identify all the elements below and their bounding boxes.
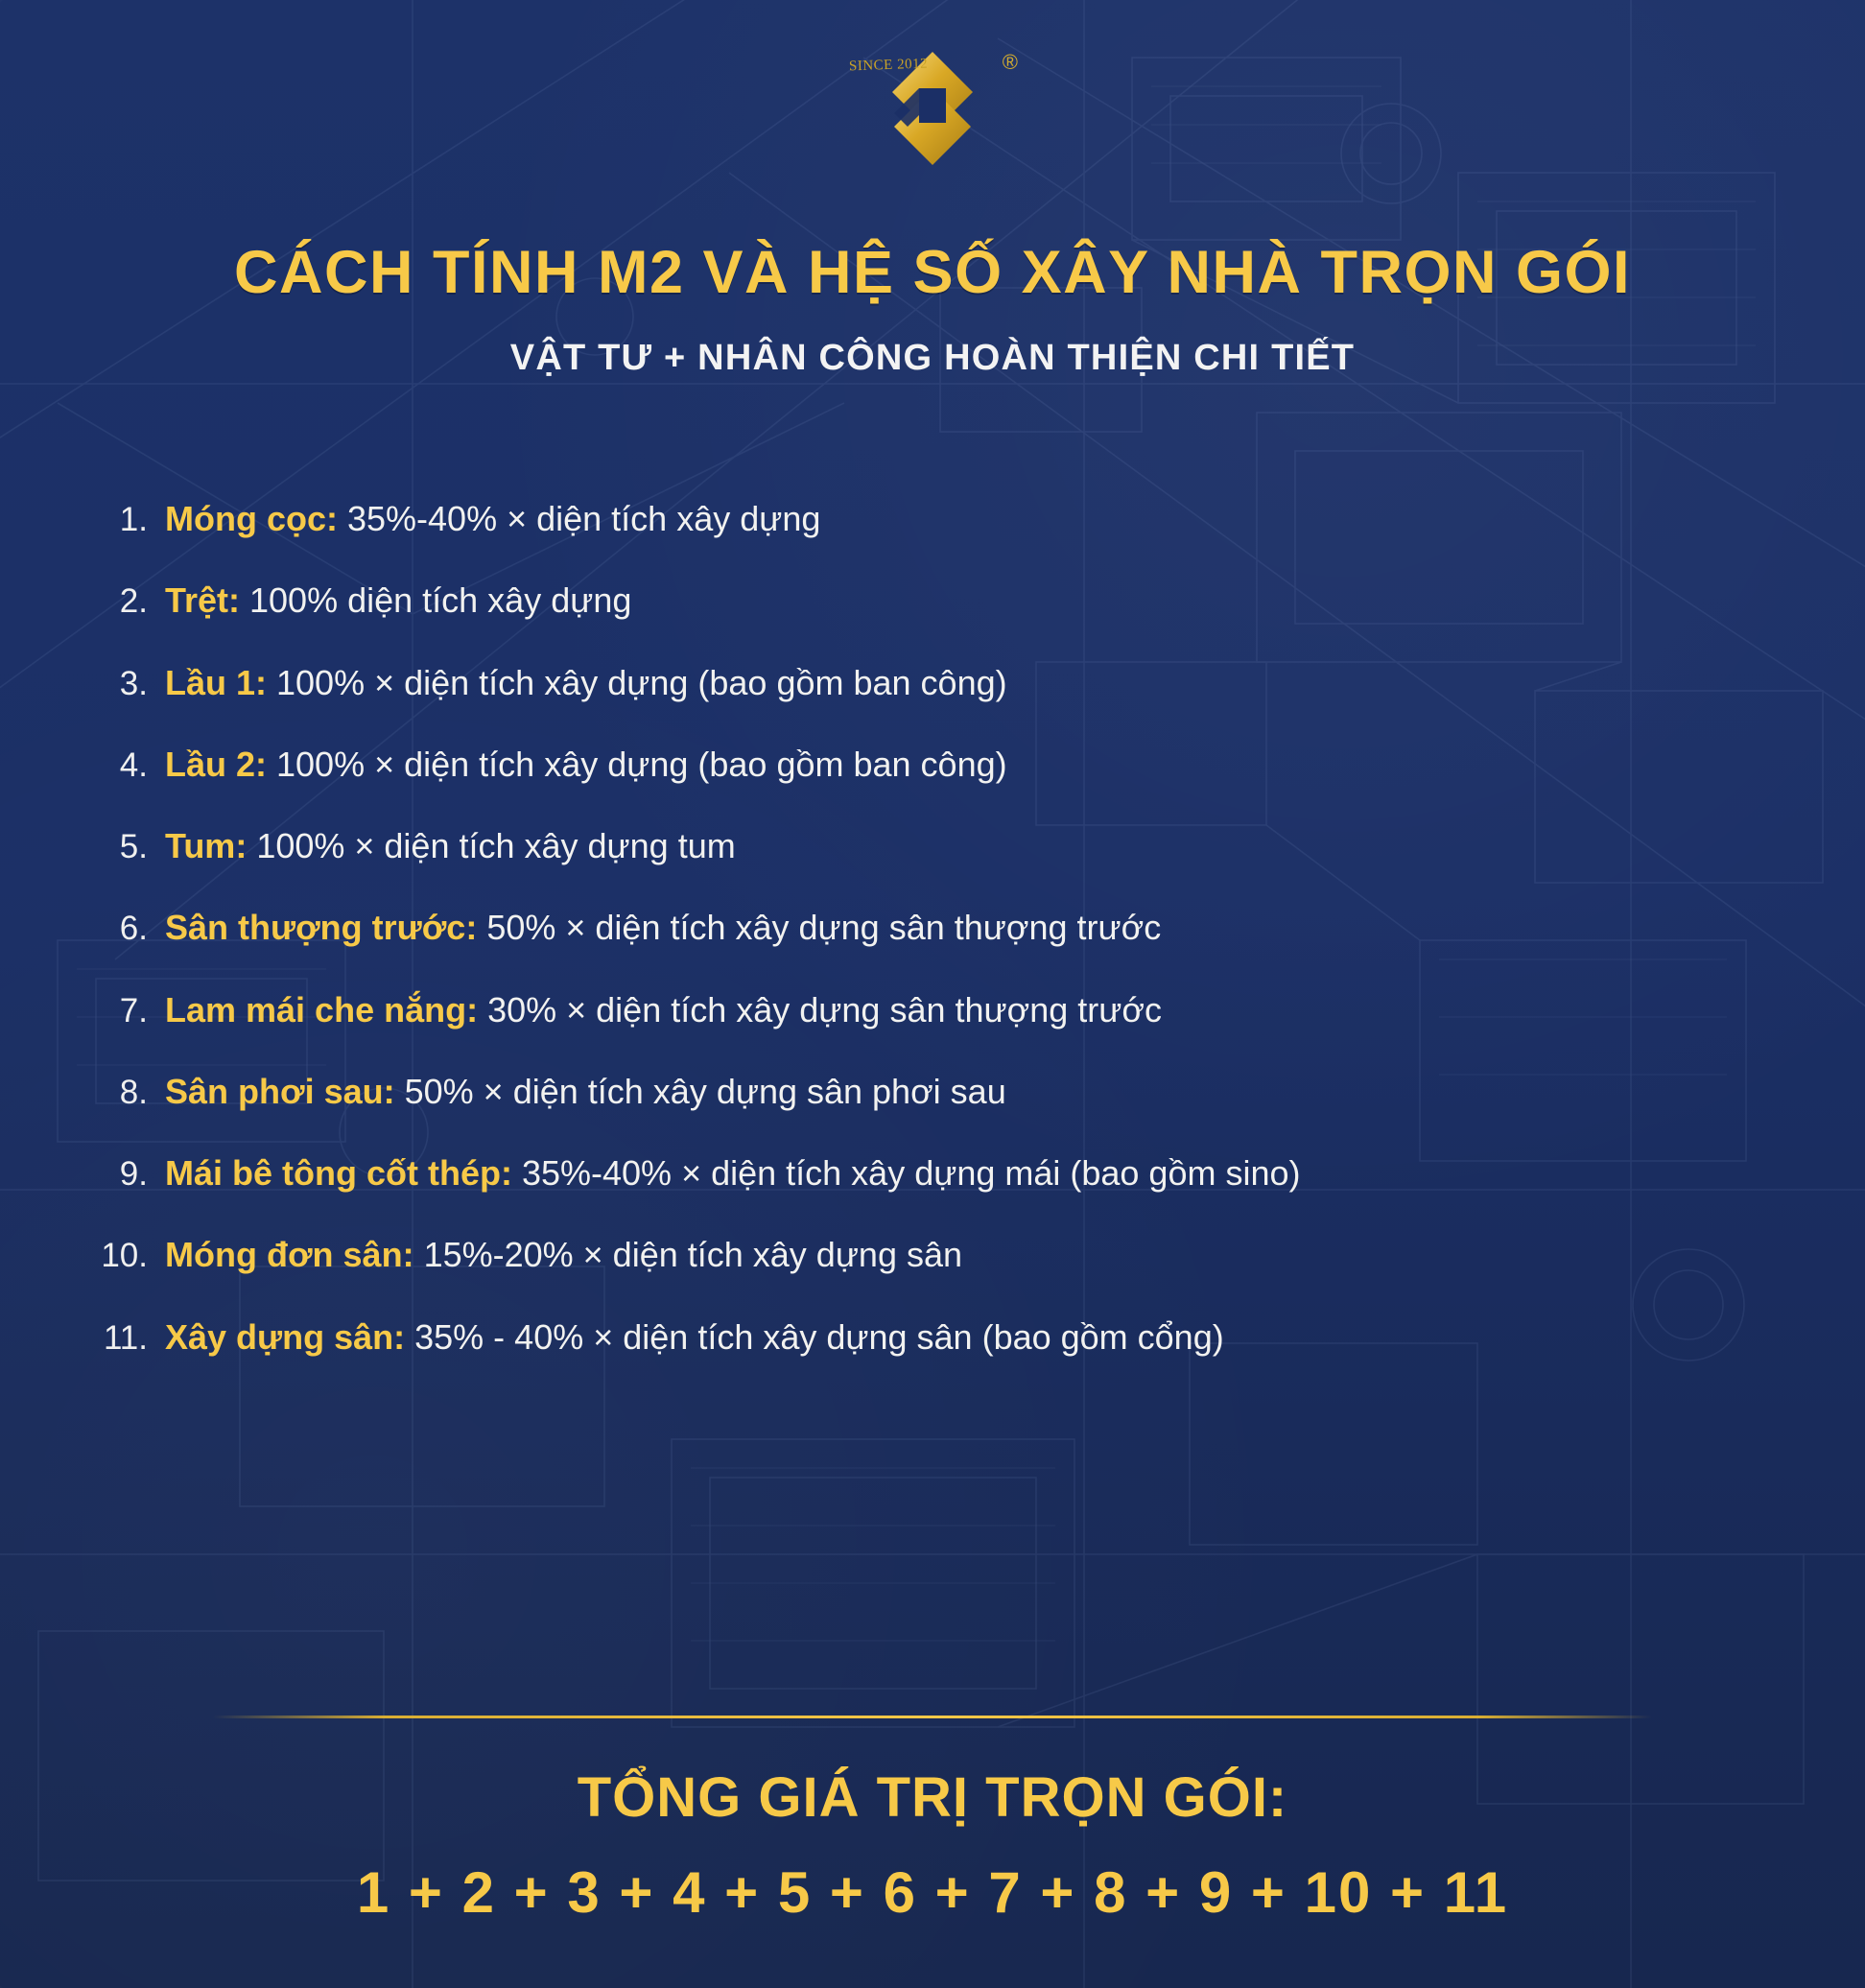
list-item-value: 15%-20% × diện tích xây dựng sân — [423, 1235, 963, 1275]
page-subtitle: VẬT TƯ + NHÂN CÔNG HOÀN THIỆN CHI TIẾT — [509, 338, 1356, 378]
registered-mark-icon: ® — [1002, 50, 1018, 74]
list-item-number: 1. — [119, 501, 148, 538]
list-item — [58, 663, 1807, 703]
list-item-number: 4. — [119, 746, 148, 784]
list-item-label: Trệt: — [165, 580, 241, 621]
list-item — [58, 826, 1807, 866]
list-item-number: 2. — [119, 582, 148, 621]
list-item-label: Sân phơi sau: — [165, 1071, 395, 1111]
diamond-logo-icon — [841, 33, 1024, 167]
list-item — [58, 1317, 1807, 1358]
list-item-value: 100% × diện tích xây dựng tum — [256, 826, 736, 865]
list-item-label: Lam mái che nắng: — [165, 989, 479, 1030]
brand-logo — [0, 33, 1865, 167]
list-item — [58, 1072, 1807, 1112]
list-item-value: 35% - 40% × diện tích xây dựng sân (bao gồm cổng) — [414, 1316, 1224, 1357]
list-item-number: 7. — [119, 991, 148, 1030]
list-item — [58, 745, 1807, 785]
list-item — [58, 580, 1807, 621]
list-item-label: Móng cọc: — [165, 499, 338, 538]
list-item-value: 50% × diện tích xây dựng sân thượng trước — [486, 908, 1162, 948]
list-item-label: Sân thượng trước: — [165, 908, 478, 948]
list-item-label: Móng đơn sân: — [165, 1235, 414, 1275]
list-item-number: 8. — [119, 1073, 148, 1111]
list-item-value: 100% diện tích xây dựng — [249, 580, 632, 621]
list-item — [58, 499, 1807, 539]
total-value-label: TỔNG GIÁ TRỊ TRỌN GÓI: — [577, 1766, 1288, 1829]
list-item-value: 100% × diện tích xây dựng (bao gồm ban công) — [276, 744, 1007, 784]
list-item-number: 3. — [119, 664, 148, 702]
logo-since-text: SINCE 2012 — [848, 56, 929, 75]
list-item-label: Xây dựng sân: — [165, 1316, 406, 1357]
total-value-formula: 1 + 2 + 3 + 4 + 5 + 6 + 7 + 8 + 9 + 10 + 11 — [356, 1860, 1509, 1925]
list-item — [58, 1153, 1807, 1194]
list-item-value: 30% × diện tích xây dựng sân thượng trước — [487, 989, 1162, 1030]
list-item — [58, 990, 1807, 1030]
list-item-number: 5. — [119, 828, 148, 865]
page-title: CÁCH TÍNH M2 VÀ HỆ SỐ XÂY NHÀ TRỌN GÓI — [234, 239, 1631, 306]
coefficient-list — [58, 499, 1807, 1399]
list-item-number: 10. — [101, 1237, 148, 1275]
list-item-number: 9. — [119, 1155, 148, 1193]
section-divider — [213, 1716, 1652, 1718]
list-item-label: Mái bê tông cốt thép: — [165, 1153, 512, 1193]
list-item-number: 11. — [103, 1318, 148, 1357]
list-item — [58, 1235, 1807, 1275]
list-item-value: 35%-40% × diện tích xây dựng — [346, 499, 821, 538]
list-item — [58, 908, 1807, 948]
list-item-label: Lầu 1: — [165, 662, 268, 702]
list-item-number: 6. — [119, 910, 148, 948]
list-item-label: Lầu 2: — [165, 744, 268, 784]
list-item-value: 50% × diện tích xây dựng sân phơi sau — [404, 1071, 1006, 1111]
list-item-value: 35%-40% × diện tích xây dựng mái (bao gồm sino) — [521, 1153, 1301, 1193]
list-item-label: Tum: — [165, 826, 248, 865]
list-item-value: 100% × diện tích xây dựng (bao gồm ban công) — [276, 662, 1007, 702]
